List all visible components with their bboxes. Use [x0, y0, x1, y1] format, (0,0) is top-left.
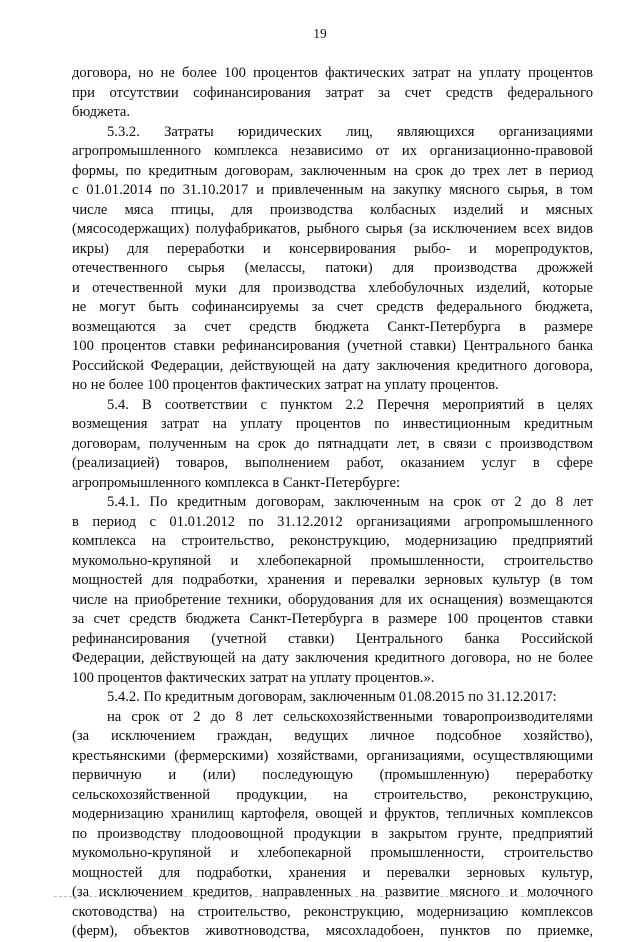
text-line: мукомольно-крупяной и хлебопекарной промышленности, строительство [72, 552, 593, 569]
text-line: Федерации, действующей на дату заключения кредитного договора, но не более [72, 650, 593, 666]
text-line: и отечественной муки для производства хлебобулочных изделий, которые [72, 279, 593, 296]
text-line: 5.4.1. По кредитным договорам, заключенным на срок от 2 до 8 лет [107, 494, 593, 510]
text-line: по производству плодоовощной продукции в закрытом грунте, предприятий [72, 825, 593, 842]
text-line: 100 процентов ставки рефинансирования (учетной ставки) Центрального банка [72, 338, 593, 354]
text-line: (за исключением граждан, ведущих личное подсобное хозяйство), [72, 728, 593, 744]
text-line: возмещаются за счет средств бюджета Санкт-Петербурга в размере [72, 318, 593, 335]
text-line: не могут быть софинансируемы за счет средств федерального бюджета, [72, 299, 593, 315]
text-line: мукомольно-крупяной и хлебопекарной промышленности, строительство [72, 845, 593, 861]
text-line: договора, но не более 100 процентов фактических затрат на уплату процентов [72, 65, 593, 81]
text-line: 5.4.2. По кредитным договорам, заключенным 01.08.2015 по 31.12.2017: [107, 689, 557, 705]
text-line: мощностей для подработки, хранения и перевалки зерновых культур (в том [72, 572, 593, 588]
text-line: скотоводства) на строительство, реконструкцию, модернизацию комплексов [72, 903, 593, 920]
text-line: комплекса на строительство, реконструкцию, модернизацию предприятий [72, 533, 593, 549]
document-body [72, 64, 593, 942]
text-line: сельскохозяйственной продукции, на строительство, реконструкцию, [72, 786, 593, 803]
text-line: модернизацию хранилищ картофеля, овощей и фруктов, тепличных комплексов [72, 806, 593, 822]
text-line: на срок от 2 до 8 лет сельскохозяйственными товаропроизводителями [107, 708, 593, 725]
text-line: (реализацией) товаров, выполнением работ, оказанием услуг в сфере [72, 455, 593, 471]
text-line: икры) для переработки и консервирования рыбо- и морепродуктов, [72, 240, 593, 257]
text-line: в период с 01.01.2012 по 31.12.2012 организациями агропромышленного [72, 513, 593, 530]
page-number: 19 [313, 26, 327, 41]
text-line: 100 процентов фактических затрат на уплату процентов.». [72, 669, 435, 686]
text-line: агропромышленного комплекса в Санкт-Петербурге: [72, 474, 401, 491]
text-line: при отсутствии софинансирования затрат за счет средств федерального [72, 84, 593, 101]
text-line: но не более 100 процентов фактических затрат на уплату процентов. [72, 377, 499, 393]
text-line: возмещения затрат на уплату процентов по инвестиционным кредитным [72, 416, 593, 432]
text-line: числе на приобретение техники, оборудования для их оснащения) возмещаются [72, 591, 593, 608]
text-line: бюджета. [72, 104, 131, 120]
text-line: отечественного сырья (мелассы, патоки) для производства дрожжей [72, 260, 593, 276]
text-line: числе мяса птицы, для производства колбасных изделий и мясных [72, 201, 593, 218]
text-line: мощностей для подработки, хранения и перевалки зерновых культур, [72, 864, 593, 881]
text-line: (за исключением кредитов, направленных на развитие мясного и молочного [72, 884, 593, 900]
text-line: (ферм), объектов животноводства, мясохладобоен, пунктов по приемке, [72, 923, 593, 939]
text-line: первичную и (или) последующую (промышленную) переработку [72, 767, 593, 783]
text-line: (мясосодержащих) полуфабрикатов, рыбного сырья (за исключением всех видов [72, 221, 593, 237]
text-line: 5.4. В соответствии с пунктом 2.2 Перечня мероприятий в целях [107, 396, 593, 413]
text-line: крестьянскими (фермерскими) хозяйствами, организациями, осуществляющими [72, 747, 593, 764]
text-line: Российской Федерации, действующей на дату заключения кредитного договора, [72, 357, 593, 374]
scan-edge-line [54, 896, 584, 897]
text-line: 5.3.2. Затраты юридических лиц, являющихся организациями [107, 123, 593, 140]
text-line: агропромышленного комплекса независимо от их организационно-правовой [72, 143, 593, 159]
text-line: с 01.01.2014 по 31.10.2017 и привлеченным на закупку мясного сырья, в том [72, 182, 593, 198]
text-line: рефинансирования (учетной ставки) Центрального банка Российской [72, 630, 593, 647]
text-line: формы, по кредитным договорам, заключенным на срок до трех лет в период [72, 162, 593, 179]
text-line: за счет средств бюджета Санкт-Петербурга в размере 100 процентов ставки [72, 611, 593, 627]
text-line: договорам, полученным на срок до пятнадцати лет, в связи с производством [72, 435, 593, 452]
